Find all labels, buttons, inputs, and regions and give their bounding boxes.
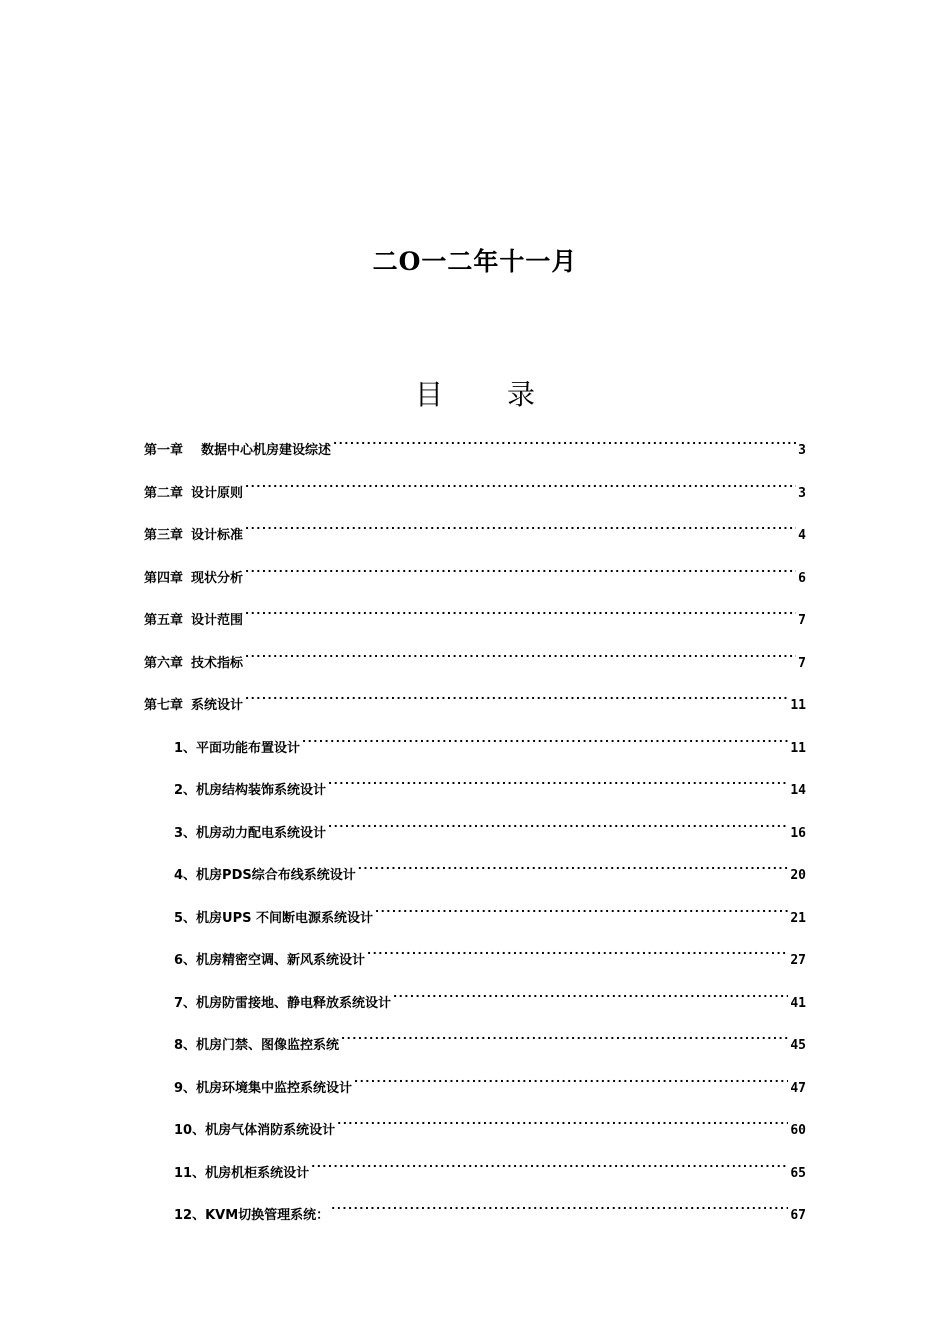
section-title: 2、机房结构装饰系统设计 [174,783,327,798]
leader-dots [331,1193,788,1219]
page-number: 41 [790,996,806,1011]
page-number: 3 [798,443,806,458]
page-number: 60 [790,1123,806,1138]
chapter-number: 第六章 [144,656,184,671]
toc-section-10[interactable] [174,1108,806,1138]
toc-chapter-3[interactable] [144,513,806,543]
leader-dots [245,471,796,497]
section-title: 9、机房环境集中监控系统设计 [174,1081,353,1096]
page-number: 11 [790,698,806,713]
toc-section-4[interactable] [174,853,806,883]
page-number: 6 [798,571,806,586]
toc-section-8[interactable] [174,1023,806,1053]
toc-section-1[interactable] [174,726,806,756]
document-date: 二O一二年十一月 [372,247,578,276]
leader-dots [245,513,796,539]
chapter-number: 第二章 [144,486,184,501]
leader-dots [393,981,788,1007]
leader-dots [341,1023,788,1049]
chapter-title: 数据中心机房建设综述 [201,443,332,458]
section-title: 11、机房机柜系统设计 [174,1166,310,1181]
section-title: 12、KVM切换管理系统： [174,1208,330,1223]
section-title: 10、机房气体消防系统设计 [174,1123,336,1138]
toc-chapter-4[interactable] [144,556,806,586]
chapter-number: 第三章 [144,528,184,543]
section-title: 7、机房防雷接地、静电释放系统设计 [174,996,392,1011]
page-number: 7 [798,656,806,671]
chapter-number: 第一章 [144,443,184,458]
toc-section-7[interactable] [174,981,806,1011]
page-number: 21 [790,911,806,926]
section-title: 4、机房PDS综合布线系统设计 [174,868,356,883]
chapter-number: 第七章 [144,698,184,713]
toc-chapter-5[interactable] [144,598,806,628]
leader-dots [354,1066,788,1092]
chapter-title: 系统设计 [191,698,244,713]
toc-section-9[interactable] [174,1066,806,1096]
section-title: 1、平面功能布置设计 [174,741,301,756]
toc-heading [0,372,950,418]
leader-dots [302,726,788,752]
page-number: 47 [790,1081,806,1096]
leader-dots [333,428,796,454]
toc-chapter-7[interactable] [144,683,806,713]
leader-dots [245,641,796,667]
toc-section-11[interactable] [174,1151,806,1181]
leader-dots [245,683,788,709]
toc-section-3[interactable] [174,811,806,841]
toc-section-6[interactable] [174,938,806,968]
leader-dots [367,938,788,964]
page-number: 27 [790,953,806,968]
toc-heading-left: 目 [414,378,443,411]
page-number: 3 [798,486,806,501]
chapter-number: 第五章 [144,613,184,628]
toc-section-2[interactable] [174,768,806,798]
chapter-title: 设计原则 [191,486,244,501]
chapter-title: 现状分析 [191,571,244,586]
page-number: 45 [790,1038,806,1053]
page-number: 14 [790,783,806,798]
page-number: 20 [790,868,806,883]
leader-dots [375,896,788,922]
leader-dots [245,556,796,582]
page-number: 7 [798,613,806,628]
chapter-title: 设计标准 [191,528,244,543]
leader-dots [328,768,788,794]
chapter-number: 第四章 [144,571,184,586]
page-number: 65 [790,1166,806,1181]
toc-chapter-1[interactable] [144,428,806,458]
chapter-title: 设计范围 [191,613,244,628]
page-number: 11 [790,741,806,756]
section-title: 5、机房UPS 不间断电源系统设计 [174,911,374,926]
page-number: 67 [790,1208,806,1223]
toc-heading-right: 录 [507,378,536,411]
chapter-title: 技术指标 [191,656,244,671]
leader-dots [358,853,789,879]
leader-dots [311,1151,788,1177]
leader-dots [337,1108,788,1134]
toc-section-12[interactable] [174,1193,806,1223]
section-title: 8、机房门禁、图像监控系统 [174,1038,340,1053]
section-title: 6、机房精密空调、新风系统设计 [174,953,366,968]
toc-chapter-2[interactable] [144,471,806,501]
toc-chapter-6[interactable] [144,641,806,671]
page-number: 4 [798,528,806,543]
page-number: 16 [790,826,806,841]
toc-section-5[interactable] [174,896,806,926]
section-title: 3、机房动力配电系统设计 [174,826,327,841]
leader-dots [245,598,796,624]
leader-dots [328,811,788,837]
